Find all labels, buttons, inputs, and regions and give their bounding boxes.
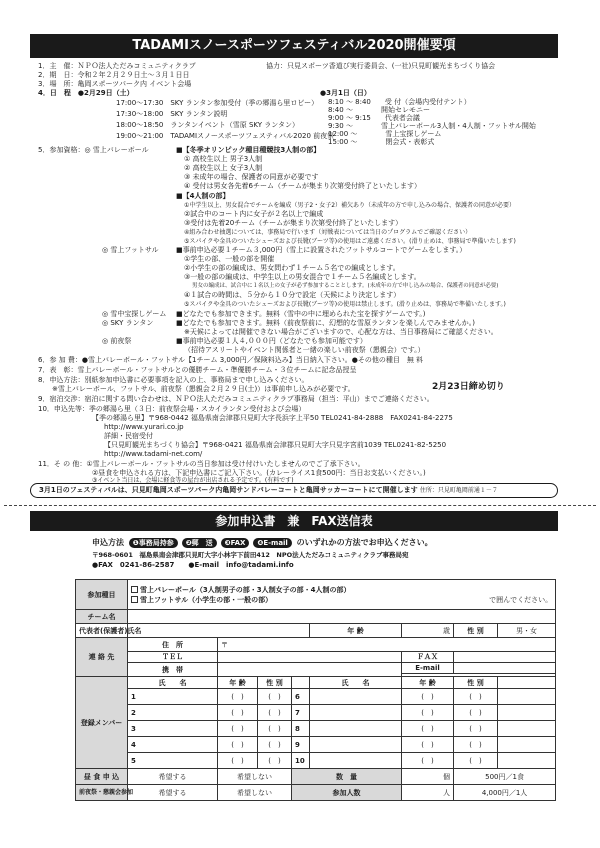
misc-line: 11．そ の 他：①雪上バレーボール・フットサルの当日参加は受け付けいたしませんのでご了承下さい。 bbox=[38, 460, 365, 468]
eligibility-line: ③ 未成年の場合、保護者の同意が必要です bbox=[184, 173, 319, 181]
member-row[interactable] bbox=[292, 753, 310, 769]
col-sex-right: 性 別 bbox=[454, 677, 498, 689]
email-label: E-mail bbox=[402, 663, 454, 674]
party-price: 4,000円／1人 bbox=[454, 785, 556, 801]
fax-label: ＦＡＸ bbox=[402, 652, 454, 663]
contact-url[interactable]: http://www.tadami-net.com/ bbox=[104, 450, 203, 458]
member-number: 10 bbox=[295, 756, 305, 765]
member-name[interactable] bbox=[310, 753, 402, 769]
member-name[interactable] bbox=[310, 705, 402, 721]
member-row[interactable] bbox=[128, 721, 218, 737]
tel-label: ＴＥＬ bbox=[128, 652, 218, 663]
rep-age-field[interactable]: 歳 bbox=[402, 624, 454, 638]
schedule-day2-item: 8:40 ～ 開始セレモニー bbox=[328, 106, 430, 114]
checkbox-icon[interactable] bbox=[131, 596, 138, 603]
member-name[interactable] bbox=[310, 689, 402, 705]
member-name[interactable] bbox=[310, 737, 402, 753]
method-fax: ❸FAX bbox=[221, 538, 250, 548]
contact-url[interactable]: http://www.yurari.co.jp bbox=[104, 423, 184, 431]
email-field[interactable] bbox=[454, 663, 556, 674]
futsal-line: ③一般の部の編成は、中学生以上の男女混合で１チーム５名編成とします。 bbox=[184, 273, 421, 281]
cooperation: 協力：只見スポーツ香道び実行委員会、(一社)只見町観光まちづくり協会 bbox=[266, 62, 496, 70]
schedule-day2-heading: ●3月1日（日） bbox=[320, 89, 371, 97]
people-label: 参加人数 bbox=[292, 785, 402, 801]
member-name[interactable] bbox=[310, 721, 402, 737]
member-row[interactable] bbox=[128, 737, 218, 753]
schedule-day2-item: 8:10 ～ 8:40 受 付（会場内受付テント） bbox=[328, 98, 471, 106]
member-age[interactable]: ( ) bbox=[402, 705, 454, 721]
member-row[interactable] bbox=[292, 721, 310, 737]
rep-sex-label: 性 別 bbox=[454, 624, 498, 638]
schedule-day2-item: 12:00 ～ 雪上宝探しゲーム bbox=[328, 130, 442, 138]
col-extra bbox=[498, 677, 556, 689]
member-sex[interactable]: ( ) bbox=[454, 705, 498, 721]
schedule-day1-item: 19:00～21:00 TADAMIスノースポーツフェスティバル2020 前夜祭 bbox=[116, 132, 335, 140]
other-event-text: ※天候によっては開催できない場合がございますので、心配な方は、当日事務局にご確認ください。 bbox=[184, 328, 498, 336]
contact-line: 【只見町観光まちづくり協会】〒968-0421 福島県南会津郡只見町大字只見字宮前1039 TEL0241-82-5250 bbox=[104, 441, 447, 449]
eligibility-line: ■【4人制の部】 bbox=[176, 192, 230, 200]
member-number: 5 bbox=[131, 756, 136, 765]
member-sex[interactable]: ( ) bbox=[454, 753, 498, 769]
select-note: で囲んでください。 bbox=[489, 595, 553, 604]
venue-notice bbox=[30, 483, 558, 498]
eligibility-line: ① 高校生以上 男子3人制 bbox=[184, 155, 263, 163]
schedule-day2-item: 15:00 ～ 閉会式・表彰式 bbox=[328, 138, 435, 146]
people-field[interactable]: 人 bbox=[402, 785, 454, 801]
form-address: 〒968-0601 福島県南会津郡只見町大字小林字下前田412 NPO法人ただみコミュニティクラブ事務局宛 bbox=[92, 551, 409, 559]
member-age[interactable]: ( ) bbox=[402, 753, 454, 769]
member-row[interactable] bbox=[292, 689, 310, 705]
member-sex[interactable]: ( ) bbox=[258, 705, 292, 721]
col-age-right: 年 齢 bbox=[402, 677, 454, 689]
event-option-label: 雪上バレーボール（3人制男子の部・3人制女子の部・4人制の部） bbox=[140, 585, 351, 594]
misc-line: ②昼食を申込される方は、下記申込書にご記入下さい。(カレーライス1食500円：当日お支払いください。) bbox=[92, 469, 426, 477]
members-label: 登録メンバー bbox=[76, 677, 128, 769]
member-sex[interactable]: ( ) bbox=[258, 689, 292, 705]
col-sex-left: 性 別 bbox=[258, 677, 292, 689]
member-number: 9 bbox=[295, 740, 300, 749]
eligibility-line: ④組み合わせ抽選については、事務局で行います（対戦表については当日のプログラムでご確認ください） bbox=[184, 229, 472, 236]
futsal-line: ④１試合の時間は、５分から１０分で設定（天候により決定します） bbox=[184, 291, 401, 299]
schedule-heading: 4．日 程 ●2月29日（土） bbox=[38, 89, 134, 97]
member-sex[interactable]: ( ) bbox=[258, 737, 292, 753]
eligibility-line: ②試合中のコート内に女子が２名以上で編成 bbox=[184, 210, 324, 218]
qty-field[interactable]: 個 bbox=[402, 769, 454, 785]
fee-line: 8．申込方法：別紙参加申込書に必要事項を記入の上、事務局まで申し込みください。 bbox=[38, 376, 309, 384]
mobile-label: 携 帯 bbox=[128, 663, 218, 677]
futsal-line: ②小学生の部の編成は、男女問わず１チーム５名での編成とします。 bbox=[184, 264, 400, 272]
organizer: 1．主 催：ＮＰＯ法人ただみコミュニティクラブ bbox=[38, 62, 196, 70]
futsal-line: ①学生の部、一般の部を開催 bbox=[184, 255, 275, 263]
member-age[interactable]: ( ) bbox=[218, 737, 258, 753]
member-spacer bbox=[498, 753, 556, 769]
member-age[interactable]: ( ) bbox=[218, 689, 258, 705]
member-age[interactable]: ( ) bbox=[402, 689, 454, 705]
member-sex[interactable]: ( ) bbox=[258, 721, 292, 737]
other-event-label: ◎ 雪中宝探しゲーム bbox=[102, 310, 167, 318]
futsal-line: ■事前申込必要１チーム３,000円（雪上に設置されたフットサルコートでゲームをします。） bbox=[176, 246, 467, 254]
eligibility-line: ■【冬季オリンピック種目種競技3人制の部】 bbox=[176, 146, 321, 154]
lunch-want[interactable]: 希望する bbox=[128, 769, 218, 785]
member-sex[interactable]: ( ) bbox=[454, 737, 498, 753]
lunch-price: 500円／1食 bbox=[454, 769, 556, 785]
member-age[interactable]: ( ) bbox=[402, 737, 454, 753]
member-sex[interactable]: ( ) bbox=[454, 721, 498, 737]
schedule-day1-item: 17:30～18:00 SKY ランタン説明 bbox=[116, 110, 228, 118]
lunch-not-want[interactable]: 希望しない bbox=[218, 769, 292, 785]
method-mail: ❷郵 送 bbox=[182, 538, 217, 548]
col-name-left: 氏 名 bbox=[128, 677, 218, 689]
member-number: 8 bbox=[295, 724, 300, 733]
futsal-line: ⑤スパイクや金具のついたシューズおよび長靴(ブーツ等)の使用は禁止します。(滑り止めは、事務局で準備いたします。) bbox=[184, 301, 506, 308]
futsal-heading: ◎ 雪上フットサル bbox=[102, 246, 159, 254]
venue: 3．場 所：亀岡スポーツパーク内 イベント会場 bbox=[38, 80, 192, 88]
eligibility-line: ④ 受付は男女各先着6チーム（チームが集まり次第受付終了といたします） bbox=[184, 182, 421, 190]
rep-sex-field[interactable]: 男・女 bbox=[498, 624, 556, 638]
addr-label: 住 所 bbox=[128, 638, 218, 652]
member-row[interactable] bbox=[128, 689, 218, 705]
member-number: 7 bbox=[295, 708, 300, 717]
contact-label: 連 絡 先 bbox=[76, 638, 128, 677]
eligibility-line: ③受付は先着20チーム（チームが集まり次第受付終了といたします） bbox=[184, 219, 403, 227]
lunch-label: 昼 食 申 込 bbox=[76, 769, 128, 785]
eligibility-heading: 5．参加資格：◎ 雪上バレーボール bbox=[38, 146, 149, 154]
member-number: 2 bbox=[131, 708, 136, 717]
application-form bbox=[75, 579, 556, 801]
member-number: 1 bbox=[131, 692, 136, 701]
venue-notice-address: 住所：只見町亀岡前通１－７ bbox=[419, 487, 498, 494]
member-number: 4 bbox=[131, 740, 136, 749]
event-option-volleyball[interactable] bbox=[131, 586, 552, 594]
col-name-right: 氏 名 bbox=[310, 677, 402, 689]
methods-label: 申込方法 bbox=[92, 538, 124, 547]
team-name-field[interactable] bbox=[128, 610, 556, 624]
schedule-day1-item: 17:00～17:30 SKY ランタン参加受付（季の郷湯ら里ロビー） bbox=[116, 99, 319, 107]
team-label: チーム名 bbox=[76, 610, 128, 624]
fee-line: 6．参 加 費：●雪上バレーボール・フットサル【1チーム 3,000円／保険料込み】当日納入下さい。●その他の種目 無 料 bbox=[38, 356, 424, 364]
misc-line: ③イベント当日は、会場に軽食等の屋台が出店される予定です。(有料です) bbox=[92, 477, 294, 484]
event-option-futsal[interactable] bbox=[131, 596, 552, 604]
rep-name-field[interactable] bbox=[128, 624, 310, 638]
eligibility-line: ①中学生以上、男女混合でチームを編成（男子2・女子2）補欠あり（未成年の方で申し込みの場合、保護者の同意が必要） bbox=[184, 202, 516, 209]
cut-line bbox=[4, 505, 596, 506]
futsal-line: 男女の編成は、試合中に１名以上の女子が必ず参加することとします。(未成年の方で申し込みの場合、保護者の同意が必要) bbox=[192, 283, 499, 289]
eligibility-line: ② 高校生以上 女子3人制 bbox=[184, 164, 263, 172]
member-spacer bbox=[498, 721, 556, 737]
tel-field[interactable] bbox=[218, 652, 402, 663]
member-age[interactable]: ( ) bbox=[218, 721, 258, 737]
methods-tail: のいずれかの方法でお申込ください。 bbox=[296, 538, 433, 547]
member-sex[interactable]: ( ) bbox=[258, 753, 292, 769]
form-fax-email: ●FAX 0241-86-2587 ●E-mail info@tadami.info bbox=[92, 561, 294, 569]
member-number: 3 bbox=[131, 724, 136, 733]
page-title: TADAMIスノースポーツフェスティバル2020開催要項 bbox=[30, 34, 558, 58]
member-spacer bbox=[498, 737, 556, 753]
rep-label: 代表者(保護者)氏名 bbox=[76, 624, 128, 638]
other-event-text: （招待アスリートやイベント関係者と一緒の楽しい前夜祭（懇親会）です。） bbox=[184, 346, 425, 354]
member-row[interactable] bbox=[128, 753, 218, 769]
method-hand-deliver: ❶事務局持参 bbox=[129, 538, 178, 548]
fee-line: 10．申込先等：季の郷湯ら里（３日：前夜祭会場・スカイランタン受付および会場） bbox=[38, 405, 306, 413]
deadline: 2月23日締め切り bbox=[432, 382, 505, 392]
contact-line: 詳細・民宿受付 bbox=[104, 432, 153, 440]
schedule-day2-item: 9:00 ～ 9:15 代表者会議 bbox=[328, 114, 420, 122]
member-sex[interactable]: ( ) bbox=[454, 689, 498, 705]
other-event-text: ■どなたでも参加できます。無料（前夜祭前に、幻想的な雪原ランタンを楽しんでみませんか。) bbox=[176, 319, 476, 327]
other-event-text: ■どなたでも参加できます。無料（雪中の中に埋められた宝を探すゲームです。) bbox=[176, 310, 426, 318]
fee-line: 7．表 彰：雪上バレーボール・フットサルとの優勝チーム・準優勝チーム・３位チームに記念品授呈 bbox=[38, 366, 357, 374]
col-num-right bbox=[292, 677, 310, 689]
submit-methods bbox=[92, 537, 433, 548]
other-event-text: ■事前申込必要１人４,０００円（どなたでも参加可能です） bbox=[176, 337, 367, 345]
party-not-want[interactable]: 希望しない bbox=[218, 785, 292, 801]
member-number: 6 bbox=[295, 692, 300, 701]
other-event-label: ◎ 前夜祭 bbox=[102, 337, 132, 345]
member-row[interactable] bbox=[292, 737, 310, 753]
col-age-left: 年 齢 bbox=[218, 677, 258, 689]
mobile-field[interactable] bbox=[218, 663, 402, 677]
fee-line: 9．宿泊交渉：宿泊に関する問い合わせは、ＮＰＯ法人ただみコミュニティクラブ事務局（担当：平山）までご連絡ください。 bbox=[38, 395, 434, 403]
qty-label: 数 量 bbox=[292, 769, 402, 785]
event-label: 参加種目 bbox=[76, 580, 128, 610]
checkbox-icon[interactable] bbox=[131, 586, 138, 593]
method-email: ❹E-mail bbox=[253, 538, 291, 548]
fax-field[interactable] bbox=[454, 652, 556, 663]
schedule-day2-item: 9:30 ～ 雪上バレーボール3人制・4人制・フットサル開始 bbox=[328, 122, 536, 130]
member-age[interactable]: ( ) bbox=[218, 705, 258, 721]
member-spacer bbox=[498, 689, 556, 705]
party-want[interactable]: 希望する bbox=[128, 785, 218, 801]
addr-field[interactable]: 〒 bbox=[218, 638, 556, 652]
other-event-label: ◎ SKY ランタン bbox=[102, 319, 154, 327]
party-label: 前夜祭・懇親会参加 bbox=[76, 785, 128, 801]
member-row[interactable] bbox=[128, 705, 218, 721]
eligibility-line: ⑤スパイクや金具のついたシューズおよび長靴(ブーツ等)の使用はご遠慮ください。(滑り止めは、事務局で準備いたします) bbox=[184, 238, 516, 245]
schedule-day1-item: 18:00～18:50 ランタンイベント（雪原 SKY ランタン） bbox=[116, 121, 299, 129]
rep-age-label: 年 齢 bbox=[310, 624, 402, 638]
event-option-label: 雪上フットサル（小学生の部・一般の部） bbox=[140, 595, 273, 604]
event-options[interactable] bbox=[128, 580, 556, 610]
member-age[interactable]: ( ) bbox=[218, 753, 258, 769]
date: 2．期 日：令和２年２月２９日土～３月１日日 bbox=[38, 71, 190, 79]
venue-notice-text: 3月1日のフェスティバルは、只見町亀岡スポーツパーク内亀岡サンドバレーコートと亀岡サッカーコートにて開催します bbox=[39, 486, 418, 494]
member-age[interactable]: ( ) bbox=[402, 721, 454, 737]
member-row[interactable] bbox=[292, 705, 310, 721]
fee-line: ※雪上バレーボール、フットサル、前夜祭（懇親会２月２９日(土)）は事前申し込みが必要です。 bbox=[38, 385, 355, 393]
member-spacer bbox=[498, 705, 556, 721]
contact-line: 【季の郷湯ら里】〒968-0442 福島県南会津郡只見町大字長浜字上平50 TEL0241-84-2888 FAX0241-84-2275 bbox=[92, 414, 453, 422]
form-title: 参加申込書 兼 FAX送信表 bbox=[30, 511, 558, 531]
